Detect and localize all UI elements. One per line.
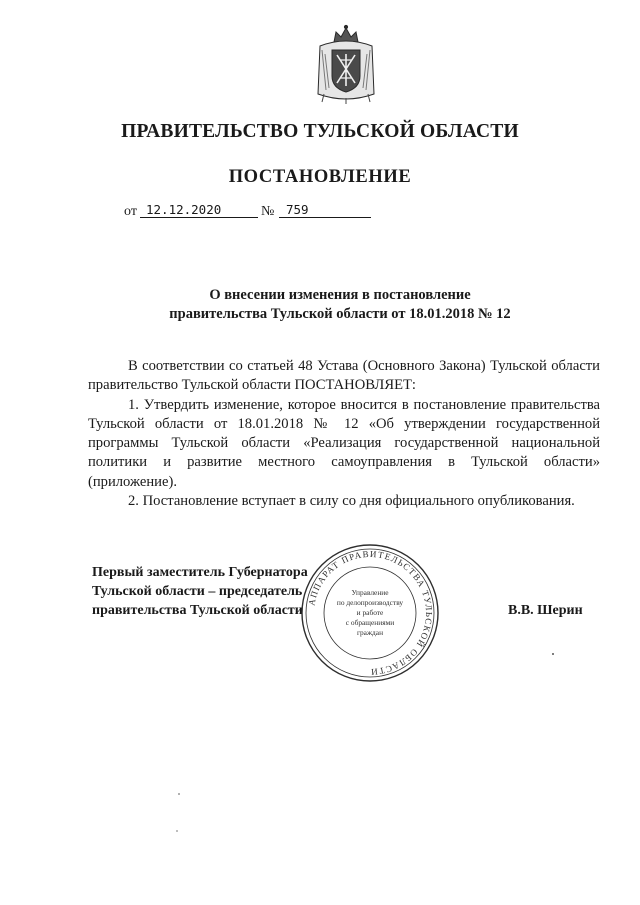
body-paragraph: 1. Утвердить изменение, которое вносится в постановление правительства Тульской области от 18.01.2018 № 12 «Об утверждении государственной программы Тульской области «Реализация государственной национальной политики и развитие местного самоуправления в Тульской области» (приложение). [88,396,600,490]
signatory-line-3: правительства Тульской области [92,603,303,618]
stamp-center-line-3: и работе [356,608,384,617]
scan-speck [552,653,554,655]
document-number: 759 [279,203,371,218]
subject-heading [100,286,580,324]
official-seal-icon [300,543,440,683]
stamp-center-line-4: с обращениями [345,618,395,627]
subject-line-1: О внесении изменения в постановление [209,287,471,303]
stamp-center-line-1: Управление [351,588,389,597]
document-type: ПОСТАНОВЛЕНИЕ [228,167,412,187]
body-paragraph: В соответствии со статьей 48 Устава (Основного Закона) Тульской области правительство Тульской области ПОСТАНОВЛЯЕТ: [88,358,600,394]
stamp-center-line-5: граждан [356,628,384,637]
number-label: № [261,204,275,219]
scan-speck [176,830,178,832]
document-date: 12.12.2020 [140,203,258,218]
signatory-line-2: Тульской области – председатель [92,584,303,599]
signatory-line-1: Первый заместитель Губернатора [92,565,308,580]
scan-speck [178,793,180,795]
signatory-position [92,563,308,620]
date-label: от [124,204,137,219]
organization-title: ПРАВИТЕЛЬСТВО ТУЛЬСКОЙ ОБЛАСТИ [121,121,519,142]
coat-of-arms-icon [312,24,380,106]
signatory-name: В.В. Шерин [508,603,583,618]
document-body [88,357,600,511]
stamp-ring-text: АППАРАТ ПРАВИТЕЛЬСТВА ТУЛЬСКОЙ ОБЛАСТИ [306,548,435,678]
body-paragraph: 2. Постановление вступает в силу со дня официального опубликования. [128,493,575,510]
subject-line-2: правительства Тульской области от 18.01.2018 № 12 [169,306,511,322]
stamp-center-line-2: по делопроизводству [336,598,404,607]
